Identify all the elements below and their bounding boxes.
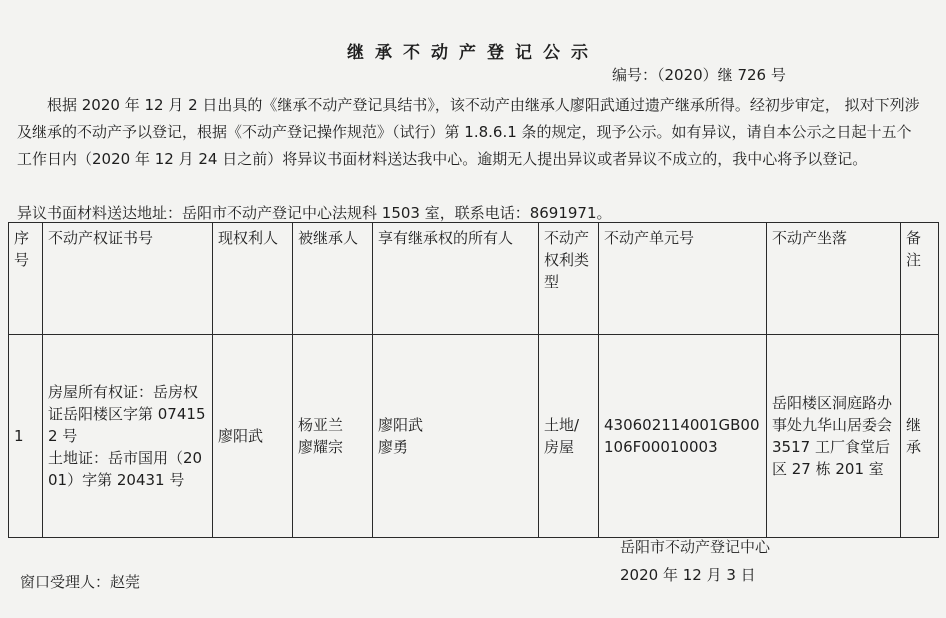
- cell-remark: 继承: [901, 335, 939, 538]
- table-header-row: [9, 223, 939, 335]
- header-cell: 不动产单元号: [599, 223, 767, 335]
- cell-right-type: 土地/房屋: [539, 335, 599, 538]
- window-clerk-name: 赵莞: [110, 573, 141, 591]
- issuing-organization: 岳阳市不动产登记中心: [620, 538, 771, 556]
- cell-heirs: 廖阳武 廖勇: [373, 335, 539, 538]
- header-cell: 不动产权证书号: [43, 223, 213, 335]
- property-table: [8, 222, 939, 538]
- header-cell: 备注: [901, 223, 939, 335]
- cell-owner: 廖阳武: [213, 335, 293, 538]
- header-cell: 现权利人: [213, 223, 293, 335]
- cell-no: 1: [9, 335, 43, 538]
- notice-title: 继承不动产登记公示: [347, 43, 599, 63]
- header-cell: 享有继承权的所有人: [373, 223, 539, 335]
- cell-unit-number: 430602114001GB00106F00010003: [599, 335, 767, 538]
- issue-date: 2020 年 12 月 3 日: [620, 566, 756, 584]
- header-cell: 不动产权利类型: [539, 223, 599, 335]
- objection-address: 异议书面材料送达地址：岳阳市不动产登记中心法规科 1503 室，联系电话：8691971。: [17, 204, 612, 222]
- table-row: [9, 335, 939, 538]
- cell-decedent: 杨亚兰 廖耀宗: [293, 335, 373, 538]
- window-clerk-label: 窗口受理人：: [20, 573, 111, 591]
- cell-location: 岳阳楼区洞庭路办事处九华山居委会 3517 工厂食堂后区 27 栋 201 室: [767, 335, 901, 538]
- window-clerk: [20, 571, 140, 592]
- header-cell: 不动产坐落: [767, 223, 901, 335]
- header-cell: 序号: [9, 223, 43, 335]
- header-cell: 被继承人: [293, 223, 373, 335]
- notice-body: 根据 2020 年 12 月 2 日出具的《继承不动产登记具结书》，该不动产由继承人廖阳武通过遗产继承所得。经初步审定， 拟对下列涉及继承的不动产予以登记，根据《不动产登记操作规范》（试行）第 1.8.6.1 条的规定，现予公示。如有异议，请自本公示之日起十五个工作日内（2020 年 12 月 24 日之前）将异议书面材料送达我中心。逾期无人提出异议或者异议不成立的，我中心将予以登记。: [17, 96, 920, 168]
- document-number: 编号：（2020）继 726 号: [612, 66, 786, 84]
- cell-certificate: 房屋所有权证：岳房权证岳阳楼区字第 074152 号 土地证：岳市国用（2001）字第 20431 号: [43, 335, 213, 538]
